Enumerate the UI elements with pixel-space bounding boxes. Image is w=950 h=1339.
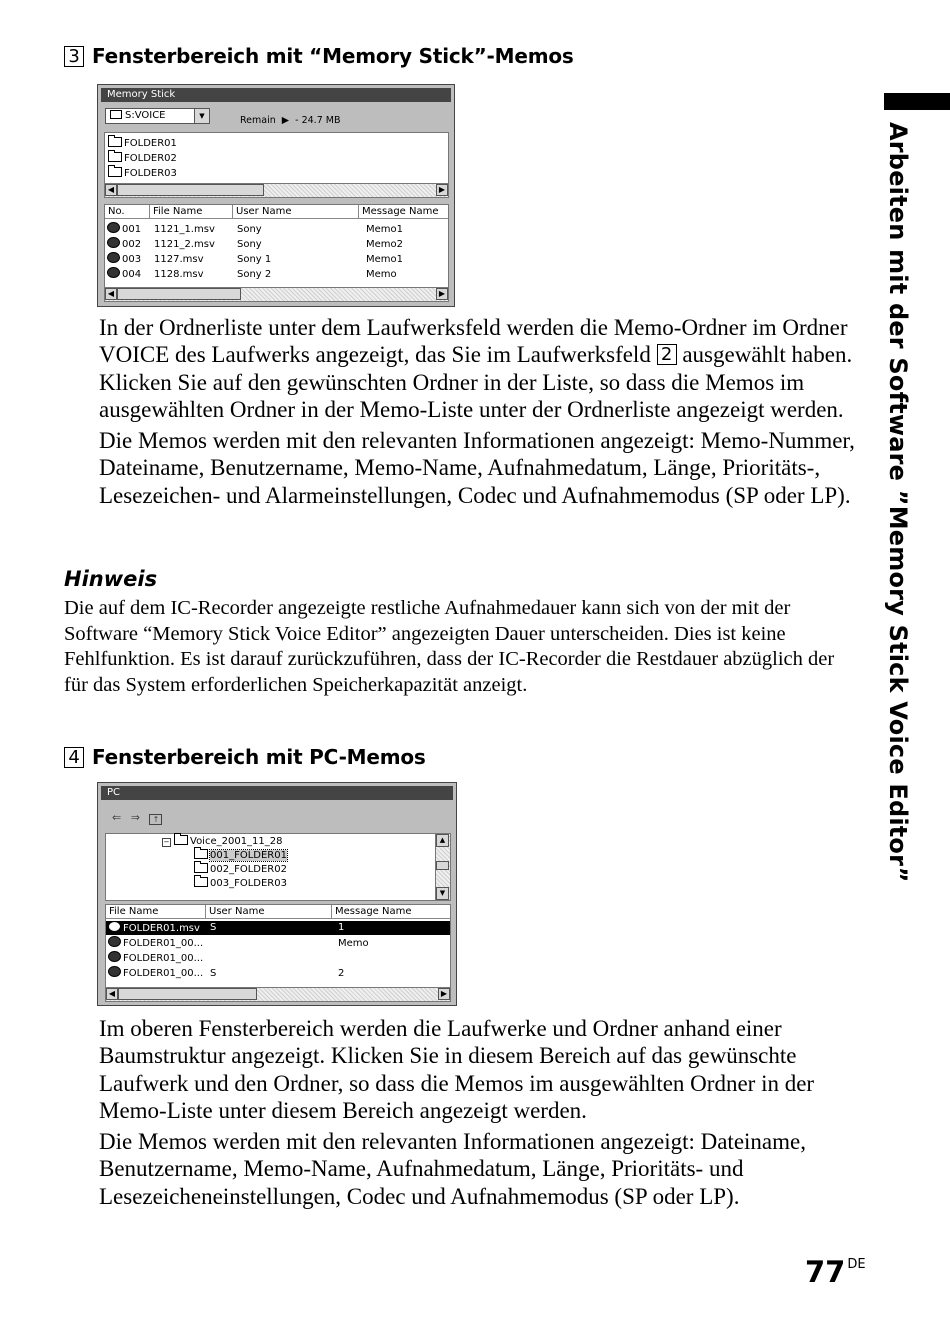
table-row[interactable]: 004 1128.msv Sony 2 Memo: [105, 267, 448, 282]
memo-icon: [107, 237, 120, 248]
memo-list-scrollbar[interactable]: [105, 287, 448, 301]
drive-icon: [110, 110, 122, 119]
folder-tree: [105, 833, 451, 901]
memo-list: [104, 204, 449, 302]
column-header-no[interactable]: No.: [105, 205, 150, 218]
page-number-value: 77: [805, 1255, 846, 1289]
folder-icon: [194, 863, 208, 873]
memo-list-header: [105, 205, 448, 219]
scroll-thumb[interactable]: [436, 861, 449, 870]
table-row[interactable]: FOLDER01_00...: [106, 951, 450, 966]
toolbar: [112, 811, 162, 825]
section-4-body: [99, 1015, 859, 1210]
pc-memo-list-scrollbar[interactable]: [106, 987, 450, 1001]
scroll-down-icon[interactable]: ▼: [436, 887, 449, 900]
scroll-right-icon[interactable]: ▶: [436, 288, 448, 300]
collapse-icon[interactable]: −: [163, 838, 170, 846]
pc-window-title: PC: [101, 786, 453, 800]
pc-memo-list-header: [106, 905, 450, 919]
section-4-number: 4: [64, 747, 84, 768]
tree-node-voice[interactable]: − Voice_2001_11_28: [163, 836, 283, 847]
play-arrow-icon: ▶: [281, 115, 290, 126]
note-title: Hinweis: [64, 567, 158, 591]
table-row[interactable]: 001 1121_1.msv Sony Memo1: [105, 222, 448, 237]
folder-item-1[interactable]: FOLDER01: [105, 137, 448, 149]
open-folder-icon: [108, 137, 122, 147]
section-3-title: Fensterbereich mit “Memory Stick”-Memos: [92, 44, 574, 68]
remain-value: - 24.7 MB: [295, 115, 341, 126]
section-4-paragraph-2: Die Memos werden mit den relevanten Informationen angezeigt: Dateiname, Benutzername, Memo-Name, Aufnahmedatum, Länge, Prioritäts- und Lesezeicheneinstellungen, Codec und Aufnahmemodus (SP oder LP).: [99, 1129, 806, 1209]
memo-icon: [107, 252, 120, 263]
table-row[interactable]: FOLDER01_00... Memo: [106, 936, 450, 951]
folder-item-3[interactable]: FOLDER03: [105, 167, 448, 179]
column-header-user-name[interactable]: User Name: [233, 205, 359, 218]
scroll-left-icon[interactable]: ◀: [105, 288, 117, 300]
memory-stick-window-title: Memory Stick: [101, 88, 451, 102]
table-row-selected[interactable]: FOLDER01.msv S 1: [106, 921, 450, 935]
folder-icon: [108, 152, 122, 162]
note-text: Die auf dem IC-Recorder angezeigte restliche Aufnahmedauer kann sich von der mit der Software “Memory Stick Voice Editor” angezeigten Dauer unterscheiden. Dies ist keine Fehlfunktion. Es ist darauf zurückzuführen, dass der IC-Recorder die Restdauer abzüglich der für das System erforderlichen Speicherkapazität anzeigt.: [64, 597, 835, 696]
section-4-paragraph-1: Im oberen Fensterbereich werden die Laufwerke und Ordner anhand einer Baumstruktur angezeigt. Klicken Sie in diesem Bereich auf das gewünschte Laufwerk und den Ordner, so dass die Memos im ausgewählten Ordner in der Memo-Liste unter diesem Bereich angezeigt werden.: [99, 1016, 815, 1123]
section-3-body: [99, 314, 859, 509]
pc-window: [97, 782, 457, 1006]
drive-select-value: S:VOICE: [125, 110, 166, 121]
memo-icon: [107, 222, 120, 233]
column-header-user-name[interactable]: User Name: [206, 905, 332, 918]
forward-arrow-icon[interactable]: ⇒: [130, 811, 140, 824]
side-tab-marker: [884, 93, 950, 110]
memo-icon: [108, 921, 121, 932]
scroll-thumb[interactable]: [117, 288, 241, 300]
section-4-title: Fensterbereich mit PC-Memos: [92, 745, 426, 769]
pc-memo-list: [105, 904, 451, 1002]
back-arrow-icon[interactable]: ⇐: [112, 811, 122, 824]
page-number: [805, 1255, 866, 1289]
open-folder-icon: [194, 849, 208, 859]
memory-stick-window: [97, 84, 455, 307]
side-chapter-title: Arbeiten mit der Software ”Memory Stick Voice Editor”: [884, 122, 912, 883]
table-row[interactable]: 002 1121_2.msv Sony Memo2: [105, 237, 448, 252]
section-4-heading: [64, 745, 426, 769]
table-row[interactable]: FOLDER01_00... S 2: [106, 966, 450, 981]
page-number-suffix: DE: [847, 1257, 866, 1272]
chevron-down-icon[interactable]: ▼: [194, 109, 209, 123]
section-3-number: 3: [64, 46, 84, 67]
tree-node-folder-2[interactable]: 002_FOLDER02: [194, 863, 450, 876]
column-header-message-name[interactable]: Message Name: [362, 206, 439, 217]
scroll-right-icon[interactable]: ▶: [436, 184, 448, 196]
folder-item-2[interactable]: FOLDER02: [105, 152, 448, 164]
folder-icon: [174, 835, 188, 845]
column-header-file-name[interactable]: File Name: [150, 205, 233, 218]
scroll-left-icon[interactable]: ◀: [106, 988, 118, 1000]
folder-icon: [108, 167, 122, 177]
tree-node-folder-3[interactable]: 003_FOLDER03: [194, 877, 450, 890]
folder-icon: [194, 877, 208, 887]
folder-list-scrollbar[interactable]: [105, 183, 448, 197]
memo-icon: [107, 267, 120, 278]
drive-select[interactable]: [105, 108, 210, 124]
memo-icon: [108, 936, 121, 947]
remain-indicator: [240, 115, 340, 126]
reference-number-box: 2: [657, 344, 677, 365]
section-3-paragraph-2: Die Memos werden mit den relevanten Informationen angezeigt: Memo-Nummer, Dateiname, Benutzername, Memo-Name, Aufnahmedatum, Länge, Prioritäts-, Lesezeichen- und Alarmeinstellungen, Codec und Aufnahmemodus (SP oder LP).: [99, 428, 855, 508]
scroll-thumb[interactable]: [118, 988, 257, 1000]
tree-node-folder-1[interactable]: 001_FOLDER01: [194, 849, 450, 862]
column-header-file-name[interactable]: File Name: [106, 905, 206, 918]
folder-list: [104, 132, 449, 198]
column-header-message-name[interactable]: Message Name: [335, 906, 412, 917]
memo-icon: [108, 951, 121, 962]
remain-label: Remain: [240, 115, 276, 126]
tree-vscrollbar[interactable]: [435, 834, 450, 900]
scroll-right-icon[interactable]: ▶: [438, 988, 450, 1000]
table-row[interactable]: 003 1127.msv Sony 1 Memo1: [105, 252, 448, 267]
scroll-up-icon[interactable]: ▲: [436, 834, 449, 847]
section-3-paragraph-1: In der Ordnerliste unter dem Laufwerksfeld werden die Memo-Ordner im Ordner VOICE des Laufwerks angezeigt, das Sie im Laufwerksfeld 2 ausgewählt haben. Klicken Sie auf den gewünschten Ordner in der Liste, so dass die Memos im ausgewählten Ordner in der Memo-Liste unter der Ordnerliste angezeigt werden.: [99, 315, 853, 422]
section-3-heading: [64, 44, 574, 68]
scroll-thumb[interactable]: [117, 184, 264, 196]
memo-icon: [108, 966, 121, 977]
scroll-left-icon[interactable]: ◀: [105, 184, 117, 196]
up-folder-icon[interactable]: ↑: [149, 814, 162, 825]
